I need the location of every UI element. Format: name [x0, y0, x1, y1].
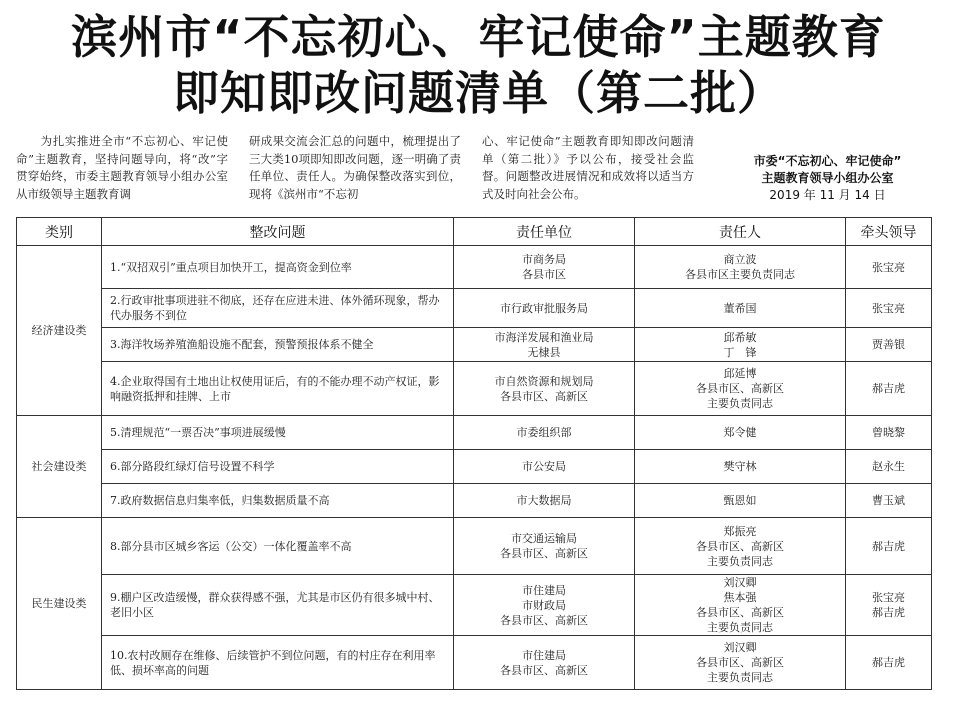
person-line: 主要负责同志	[707, 671, 773, 684]
person-cell	[635, 362, 846, 416]
unit-line: 市住建局	[522, 648, 566, 662]
problem-cell: 2.行政审批事项进驻不彻底，还存在应进未进、体外循环现象，帮办代办服务不到位	[102, 289, 454, 328]
signature-line-1: 市委“不忘初心、牢记使命”	[753, 154, 902, 168]
unit-line: 市海洋发展和渔业局	[494, 330, 594, 344]
intro-column-2: 研成果交流会汇总的问题中，梳理提出了三大类10项即知即改问题，逐一明确了责任单位、责任人。为确保整改落实到位，现将《滨州市“不忘初	[249, 134, 461, 201]
unit-cell	[454, 362, 635, 416]
person-line: 各县市区主要负责同志	[685, 268, 795, 281]
leader-line: 郝吉虎	[872, 539, 905, 553]
leader-cell	[846, 484, 932, 518]
unit-line: 市住建局	[522, 583, 566, 597]
person-cell	[635, 575, 846, 636]
table-row	[17, 246, 932, 289]
unit-line: 市财政局	[522, 598, 566, 612]
problem-cell: 9.棚户区改造缓慢，群众获得感不强，尤其是市区仍有很多城中村、老旧小区	[102, 575, 454, 636]
person-line: 樊守林	[723, 460, 757, 473]
table-row	[17, 362, 932, 416]
person-line: 焦本强	[723, 591, 757, 604]
unit-line: 市商务局	[522, 253, 566, 266]
table-row	[17, 289, 932, 328]
intro-column-1: 为扎实推进全市“不忘初心、牢记使命”主题教育，坚持问题导向，将“改”字贯穿始终，市委主题教育领导小组办公室从市级领导主题教育调	[16, 134, 228, 201]
unit-cell	[454, 575, 635, 636]
table-row	[17, 416, 932, 450]
table-row	[17, 636, 932, 690]
unit-cell	[454, 416, 635, 450]
person-line: 各县市区、高新区	[696, 606, 784, 619]
issues-table	[16, 217, 932, 690]
person-cell	[635, 450, 846, 484]
person-line: 郑振亮	[723, 524, 757, 538]
leader-line: 贾善银	[872, 338, 905, 351]
intro-column-3: 心、牢记使命”主题教育即知即改问题清单（第二批）》予以公布，接受社会监督。问题整改进展情况和成效将以适当方式及时向社会公布。	[482, 134, 694, 201]
leader-line: 张宝亮	[872, 301, 905, 315]
unit-line: 市行政审批服务局	[500, 301, 588, 315]
leader-cell	[846, 328, 932, 362]
unit-line: 市公安局	[522, 460, 566, 473]
header-person: 责任人	[635, 218, 846, 246]
header-leader: 牵头领导	[846, 218, 932, 246]
table-row	[17, 518, 932, 575]
problem-cell: 7.政府数据信息归集率低，归集数据质量不高	[102, 484, 454, 518]
problem-cell: 4.企业取得国有土地出让权使用证后，有的不能办理不动产权证，影响融资抵押和挂牌、上市	[102, 362, 454, 416]
person-line: 主要负责同志	[707, 554, 773, 568]
unit-line: 市委组织部	[516, 426, 572, 439]
title-line-1: 滨州市“不忘初心、牢记使命”主题教育	[71, 10, 886, 64]
leader-line: 郝吉虎	[872, 382, 905, 395]
unit-cell	[454, 450, 635, 484]
signature-date: 2019 年 11 月 14 日	[769, 188, 886, 202]
problem-cell: 5.清理规范“一票否决”事项进展缓慢	[102, 416, 454, 450]
person-cell	[635, 636, 846, 690]
title-line-2: 即知即改问题清单（第二批）	[173, 66, 784, 120]
person-cell	[635, 518, 846, 575]
signature-block	[715, 153, 940, 204]
problem-cell: 8.部分县市区城乡客运（公交）一体化覆盖率不高	[102, 518, 454, 575]
category-cell	[17, 246, 102, 416]
person-line: 刘汉卿	[723, 576, 757, 589]
category-label: 经济建设类	[31, 324, 87, 337]
table-body	[17, 246, 932, 690]
leader-line: 张宝亮	[872, 260, 905, 274]
problem-cell: 1.“双招双引”重点项目加快开工，提高资金到位率	[102, 246, 454, 289]
leader-cell	[846, 289, 932, 328]
unit-cell	[454, 518, 635, 575]
leader-cell	[846, 246, 932, 289]
header-problem: 整改问题	[102, 218, 454, 246]
unit-line: 市交通运输局	[511, 532, 577, 545]
person-line: 各县市区、高新区	[696, 382, 784, 395]
person-line: 主要负责同志	[707, 397, 773, 410]
unit-line: 各县市区	[522, 268, 566, 281]
leader-line: 赵永生	[872, 460, 905, 473]
table-row	[17, 484, 932, 518]
category-label: 民生建设类	[31, 597, 87, 610]
header-category: 类别	[17, 218, 102, 246]
category-cell	[17, 416, 102, 518]
person-line: 各县市区、高新区	[696, 539, 784, 553]
table-row	[17, 450, 932, 484]
category-label: 社会建设类	[31, 460, 87, 473]
problem-cell: 6.部分路段红绿灯信号设置不科学	[102, 450, 454, 484]
signature-line-2: 主题教育领导小组办公室	[761, 171, 894, 185]
leader-line: 张宝亮	[872, 591, 905, 604]
unit-cell	[454, 636, 635, 690]
unit-line: 各县市区、高新区	[500, 613, 588, 627]
unit-line: 各县市区、高新区	[500, 389, 588, 403]
person-cell	[635, 484, 846, 518]
unit-cell	[454, 328, 635, 362]
person-cell	[635, 289, 846, 328]
leader-line: 曾晓黎	[872, 426, 905, 439]
problem-cell: 3.海洋牧场养殖渔船设施不配套，预警预报体系不健全	[102, 328, 454, 362]
person-line: 董希国	[723, 301, 757, 315]
person-line: 邱延博	[723, 367, 757, 380]
person-line: 各县市区、高新区	[696, 656, 784, 669]
table-header-row	[17, 218, 932, 246]
unit-cell	[454, 484, 635, 518]
table-row	[17, 328, 932, 362]
header-unit: 责任单位	[454, 218, 635, 246]
leader-cell	[846, 362, 932, 416]
person-line: 郑令健	[723, 426, 757, 439]
person-line: 甄恩如	[723, 494, 757, 507]
person-line: 商立波	[723, 253, 757, 266]
leader-cell	[846, 575, 932, 636]
unit-cell	[454, 289, 635, 328]
person-cell	[635, 246, 846, 289]
leader-cell	[846, 518, 932, 575]
unit-line: 市大数据局	[516, 494, 572, 507]
table-row	[17, 575, 932, 636]
problem-cell: 10.农村改厕存在维修、后续管护不到位问题，有的村庄存在利用率低、损坏率高的问题	[102, 636, 454, 690]
unit-line: 无棣县	[527, 345, 561, 359]
unit-line: 各县市区、高新区	[500, 663, 588, 677]
person-line: 丁 锋	[723, 345, 757, 359]
leader-line: 郝吉虎	[872, 606, 905, 619]
person-line: 刘汉卿	[723, 641, 757, 654]
person-cell	[635, 416, 846, 450]
leader-cell	[846, 636, 932, 690]
person-line: 主要负责同志	[707, 621, 773, 634]
category-cell	[17, 518, 102, 690]
leader-cell	[846, 450, 932, 484]
leader-line: 郝吉虎	[872, 656, 905, 669]
unit-line: 各县市区、高新区	[500, 547, 588, 560]
unit-cell	[454, 246, 635, 289]
person-cell	[635, 328, 846, 362]
unit-line: 市自然资源和规划局	[494, 374, 594, 388]
person-line: 邱希敏	[723, 330, 757, 344]
leader-line: 曹玉斌	[872, 494, 905, 507]
leader-cell	[846, 416, 932, 450]
